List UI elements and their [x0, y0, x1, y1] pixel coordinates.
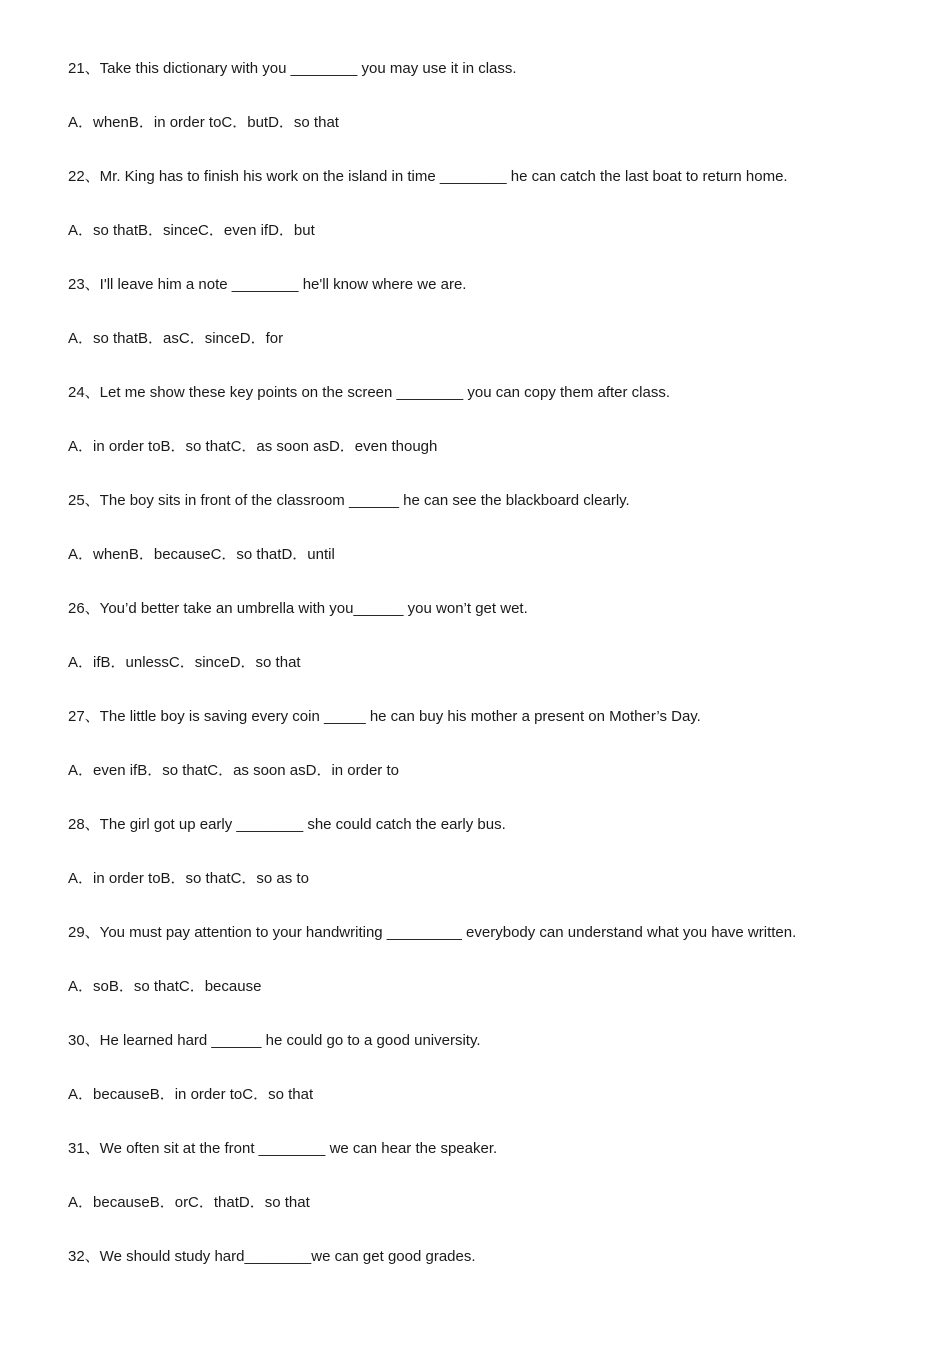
question-32: 32、We should study hard________we can get good grades.	[68, 1248, 476, 1265]
options-31: A．becauseB．orC．thatD．so that	[68, 1194, 310, 1211]
options-23: A．so thatB．asC．sinceD．for	[68, 330, 284, 347]
options-21: A．whenB．in order toC．butD．so that	[68, 114, 339, 131]
options-28: A．in order toB．so thatC．so as to	[68, 870, 309, 887]
options-26: A．ifB．unlessC．sinceD．so that	[68, 654, 301, 671]
question-list	[68, 58, 908, 1300]
question-23: 23、I'll leave him a note ________ he'll know where we are.	[68, 276, 467, 293]
options-24: A．in order toB．so thatC．as soon asD．even though	[68, 438, 438, 455]
options-27: A．even ifB．so thatC．as soon asD．in order to	[68, 762, 399, 779]
question-28: 28、The girl got up early ________ she could catch the early bus.	[68, 816, 506, 833]
question-21: 21、Take this dictionary with you ________ you may use it in class.	[68, 60, 517, 77]
question-31: 31、We often sit at the front ________ we can hear the speaker.	[68, 1140, 498, 1157]
question-25: 25、The boy sits in front of the classroom ______ he can see the blackboard clearly.	[68, 492, 630, 509]
options-29: A．soB．so thatC．because	[68, 978, 262, 995]
question-24: 24、Let me show these key points on the screen ________ you can copy them after class.	[68, 384, 671, 401]
question-27: 27、The little boy is saving every coin _____ he can buy his mother a present on Mother’s Day.	[68, 708, 701, 725]
options-30: A．becauseB．in order toC．so that	[68, 1086, 314, 1103]
question-30: 30、He learned hard ______ he could go to a good university.	[68, 1032, 481, 1049]
options-22: A．so thatB．sinceC．even ifD．but	[68, 222, 315, 239]
options-25: A．whenB．becauseC．so thatD．until	[68, 546, 335, 563]
question-26: 26、You’d better take an umbrella with you______ you won’t get wet.	[68, 600, 528, 617]
question-29: 29、You must pay attention to your handwriting _________ everybody can understand what you have written.	[68, 924, 797, 941]
question-22: 22、Mr. King has to finish his work on the island in time ________ he can catch the last boat to return home.	[68, 168, 788, 185]
